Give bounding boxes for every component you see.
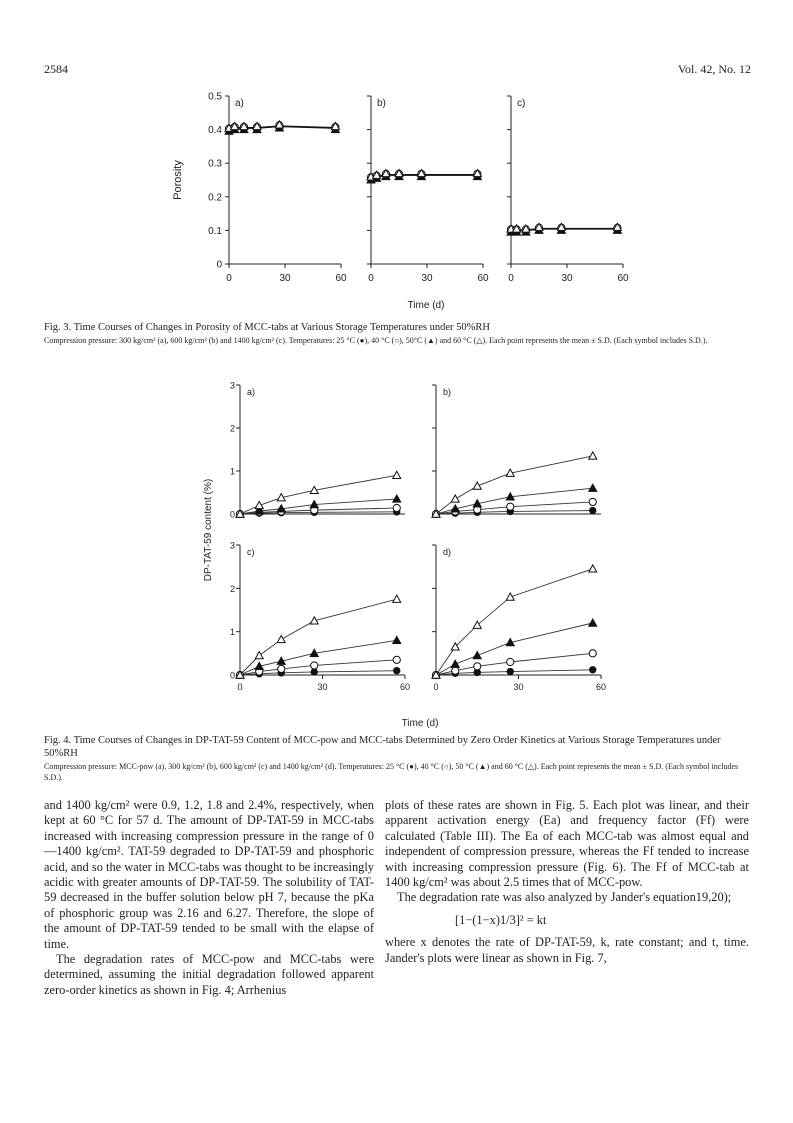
fig3-y-tick-label: 0.1 xyxy=(208,225,222,237)
fig4-point xyxy=(255,501,263,508)
fig4-y-tick-label: 2 xyxy=(229,583,235,594)
fig4-point xyxy=(507,658,514,665)
fig4-point xyxy=(589,452,597,459)
fig4-point xyxy=(393,504,400,511)
fig4-y-tick-label: 3 xyxy=(229,380,235,391)
body-paragraph: where x denotes the rate of DP-TAT-59, k, rate constant; and t, time. Jander's plots were linear as shown in Fig. 7, xyxy=(385,935,749,965)
fig4-point xyxy=(590,667,596,673)
fig3-panel-label: c) xyxy=(517,98,526,109)
fig4-y-tick-label: 3 xyxy=(229,540,235,551)
body-paragraph: The degradation rate was also analyzed by Jander's equation19,20); xyxy=(397,890,732,905)
body-right-column xyxy=(385,798,749,966)
fig4-x-tick-label: 60 xyxy=(399,682,411,692)
jander-equation: [1−(1−x)1/3]² = kt xyxy=(455,912,547,927)
figure-4-caption xyxy=(44,734,750,783)
fig4-x-tick-label: 60 xyxy=(595,682,607,692)
fig4-point xyxy=(589,498,596,505)
fig3-panel-label: b) xyxy=(377,98,386,109)
fig4-point xyxy=(393,636,401,643)
fig4-y-tick-label: 0 xyxy=(229,509,235,520)
fig3-x-tick-label: 60 xyxy=(477,273,489,284)
fig4-point xyxy=(393,471,401,478)
fig3-x-tick-label: 30 xyxy=(279,273,291,284)
fig4-y-tick-label: 1 xyxy=(229,627,235,638)
fig3-x-tick-label: 30 xyxy=(561,273,573,284)
fig4-point xyxy=(474,663,481,670)
fig3-y-label: Porosity xyxy=(172,160,184,200)
fig3-caption-text: Compression pressure: 300 kg/cm² (a), 600 kg/cm² (b) and 1400 kg/cm² (c). Temperatures: 25 °C (●), 40 °C (○), 50°C (▲) and 60 °C (△). Each point represents the mean ± S.D. (Each symbol includes S.D.). xyxy=(44,336,708,345)
fig4-point xyxy=(394,667,400,673)
fig4-x-tick-label: 30 xyxy=(317,682,328,692)
fig4-point xyxy=(451,660,459,667)
fig3-x-tick-label: 0 xyxy=(226,273,232,284)
fig3-x-tick-label: 0 xyxy=(368,273,374,284)
body-left-column xyxy=(44,798,374,998)
fig3-y-tick-label: 0.5 xyxy=(208,91,222,103)
fig4-point xyxy=(506,593,514,600)
fig4-series-line xyxy=(240,660,397,675)
fig3-x-label: Time (d) xyxy=(407,300,445,311)
fig3-panel-label: a) xyxy=(235,98,244,109)
body-paragraph: and 1400 kg/cm² were 0.9, 1.2, 1.8 and 2.4%, respectively, when kept at 60 °C for 57 d. The amount of DP-TAT-59 in MCC-tabs increased with increasing compression pressure in the range of 0—1400 kg/cm². TAT-59 degraded to DP-TAT-59 and phosphoric acid, and so the water in MCC-tabs was thought to be increasingly acidic with greater amounts of DP-TAT-59. The solubility of TAT-59 decreased in the buffer solution below pH 7, because the pKa of phosphoric group was 2.16 and 6.27. Therefore, the slope of the amount of DP-TAT-59 tended to be small with the elapse of time. xyxy=(44,798,374,951)
fig4-point xyxy=(589,650,596,657)
fig4-caption-title: Fig. 4. Time Courses of Changes in DP-TAT-59 Content of MCC-pow and MCC-tabs Determined by Zero Order Kinetics at Various Storage Temperatures under 50%RH xyxy=(44,735,721,759)
fig4-y-tick-label: 2 xyxy=(229,423,235,434)
fig4-point xyxy=(277,635,285,642)
fig4-series-line xyxy=(240,599,397,675)
fig4-point xyxy=(589,619,597,626)
fig4-point xyxy=(393,595,401,602)
fig4-point xyxy=(311,662,318,669)
fig4-series-line xyxy=(436,488,593,514)
fig4-caption-text: Compression pressure: MCC-pow (a), 300 kg/cm² (b), 600 kg/cm² (c) and 1400 kg/cm² (d). Temperatures: 25 °C (●), 40 °C (○), 50 °C (▲) and 60 °C (△). Each point represents the mean ± S.D. (Each symbol includes S.D.). xyxy=(44,762,739,782)
fig4-point xyxy=(507,503,514,510)
fig4-point xyxy=(311,669,317,675)
fig4-panel-label: c) xyxy=(247,547,255,557)
fig4-y-tick-label: 0 xyxy=(229,670,235,681)
fig4-y-tick-label: 1 xyxy=(229,466,235,477)
fig4-panel-label: d) xyxy=(443,547,452,557)
fig3-x-tick-label: 60 xyxy=(335,273,347,284)
fig4-point xyxy=(451,495,459,502)
fig4-panel-label: b) xyxy=(443,387,452,397)
fig3-y-tick-label: 0.3 xyxy=(208,158,222,170)
fig4-point xyxy=(473,652,481,659)
fig4-series-line xyxy=(436,456,593,514)
fig3-x-tick-label: 0 xyxy=(508,273,514,284)
fig4-point xyxy=(452,667,459,674)
fig3-y-tick-label: 0.4 xyxy=(208,125,222,137)
fig4-point xyxy=(393,656,400,663)
fig4-point xyxy=(507,668,513,674)
fig4-point xyxy=(589,565,597,572)
volume-label: Vol. 42, No. 12 xyxy=(677,62,751,76)
body-paragraph: The degradation rates of MCC-pow and MCC-tabs were determined, assuming the initial degradation followed apparent zero-order kinetics as shown in Fig. 4; Arrhenius xyxy=(44,952,374,997)
fig4-x-label: Time (d) xyxy=(401,718,439,729)
page-number: 2584 xyxy=(44,62,68,76)
fig4-x-tick-label: 0 xyxy=(237,682,243,692)
fig4-point xyxy=(278,665,285,672)
fig4-series-line xyxy=(436,569,593,675)
fig4-point xyxy=(473,482,481,489)
fig4-point xyxy=(393,495,401,502)
body-paragraph: plots of these rates are shown in Fig. 5. Each plot was linear, and their apparent activation energy (Ea) and frequency factor (Ff) were calculated (Table III). The Ea of each MCC-tab was almost equal and independent of compression pressure, whereas the Ff tended to increase with increasing compression pressure (Fig. 6). The Ff of MCC-tab at 1400 kg/cm² was about 2.5 times that of MCC-pow. xyxy=(385,798,749,890)
fig3-y-tick-label: 0.2 xyxy=(208,192,222,204)
fig4-series-line xyxy=(436,670,593,675)
fig4-point xyxy=(590,507,596,513)
fig3-caption-title: Fig. 3. Time Courses of Changes in Porosity of MCC-tabs at Various Storage Temperatures under 50%RH xyxy=(44,322,490,333)
fig4-x-tick-label: 30 xyxy=(513,682,524,692)
fig4-panel-label: a) xyxy=(247,387,256,397)
fig3-y-tick-label: 0 xyxy=(216,259,222,271)
fig4-point xyxy=(255,652,263,659)
fig4-point xyxy=(589,484,597,491)
fig4-x-tick-label: 0 xyxy=(433,682,439,692)
fig3-x-tick-label: 60 xyxy=(617,273,629,284)
fig4-y-label: DP-TAT-59 content (%) xyxy=(203,478,214,582)
fig3-x-tick-label: 30 xyxy=(421,273,433,284)
